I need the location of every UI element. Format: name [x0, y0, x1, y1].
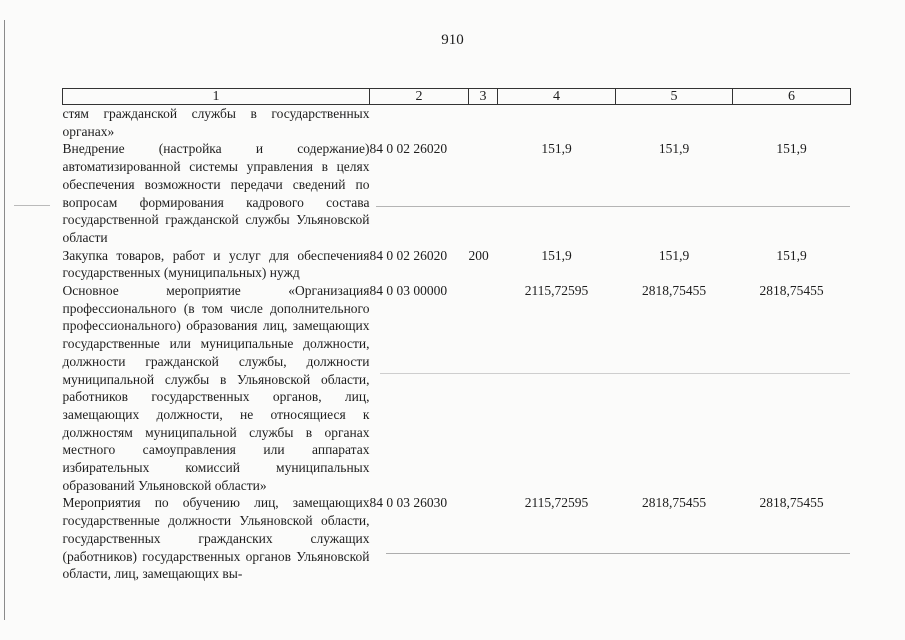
- row-value-col6: 2818,75455: [759, 283, 824, 299]
- column-header-3: 3: [469, 89, 498, 105]
- column-header-1: 1: [63, 89, 370, 105]
- scan-artifact-line: [14, 205, 50, 206]
- row-expense-type: [469, 140, 498, 246]
- column-header-2: 2: [370, 89, 469, 105]
- row-value-col5: 151,9: [658, 141, 690, 157]
- scan-artifact-line: [380, 373, 850, 374]
- column-header-5: 5: [616, 89, 733, 105]
- table-row: [63, 140, 851, 246]
- row-description: стям гражданской службы в государственных органах»: [62, 106, 370, 139]
- row-description: Закупка товаров, работ и услуг для обеспечения государственных (муниципальных) нужд: [62, 247, 370, 281]
- row-value-col4: 151,9: [541, 141, 572, 157]
- row-code: 84 0 03 26030: [369, 495, 448, 511]
- row-value-col5: [616, 105, 733, 141]
- table-header: [63, 89, 851, 105]
- row-description: Мероприятия по обучению лиц, замещающих государственные должности Ульяновской области, государственных гражданских служащих (работников) государственных органов Ульяновской области, лиц, замещающих вы-: [62, 495, 370, 582]
- table-row: [63, 105, 851, 141]
- scan-artifact-line: [376, 206, 850, 207]
- row-description: Внедрение (настройка и содержание) автоматизированной системы управления в целях обеспечения возможности передачи сведений по вопросам формирования кадрового состава государственной гражданской службы Ульяновской области: [62, 141, 370, 245]
- row-value-col5: 2818,75455: [641, 283, 707, 299]
- page-number: 910: [441, 32, 464, 48]
- header-row: [63, 89, 851, 105]
- row-value-col6: 151,9: [776, 247, 807, 263]
- column-header-6: 6: [733, 89, 851, 105]
- budget-table: [62, 88, 851, 583]
- column-header-4: 4: [498, 89, 616, 105]
- scan-edge-shadow: [4, 20, 5, 620]
- table-row: [63, 247, 851, 282]
- row-code: 84 0 03 00000: [369, 283, 448, 299]
- row-expense-type: [469, 105, 498, 141]
- row-value-col6: [733, 105, 851, 141]
- row-value-col4: 2115,72595: [524, 495, 589, 511]
- row-value-col6: 2818,75455: [759, 495, 824, 511]
- scan-artifact-line: [386, 553, 850, 554]
- row-code: 84 0 02 26020: [369, 247, 448, 263]
- row-expense-type: 200: [468, 247, 489, 263]
- table-row: [63, 282, 851, 494]
- table-body: [63, 105, 851, 583]
- row-code: [370, 105, 469, 141]
- row-code: 84 0 02 26020: [369, 141, 448, 157]
- row-value-col4: 2115,72595: [524, 283, 589, 299]
- row-description: Основное мероприятие «Организация профессионального (в том числе дополнительного профессионального) образования лиц, замещающих государственные или муниципальные должности, должности гражданской службы, должности муниципальной службы в Ульяновской области, работников государственных органов, лиц, замещающих должности, не относящиеся к должностям муниципальной службы в органах местного самоуправления или аппаратах избирательных комиссий муниципальных образований Ульяновской области»: [62, 283, 370, 493]
- row-value-col5: 2818,75455: [641, 495, 707, 511]
- table-row: [63, 494, 851, 583]
- row-value-col4: 151,9: [541, 247, 572, 263]
- row-expense-type: [469, 282, 498, 494]
- row-expense-type: [469, 494, 498, 583]
- row-value-col4: [498, 105, 616, 141]
- row-value-col6: 151,9: [776, 141, 807, 157]
- row-value-col5: 151,9: [658, 247, 690, 263]
